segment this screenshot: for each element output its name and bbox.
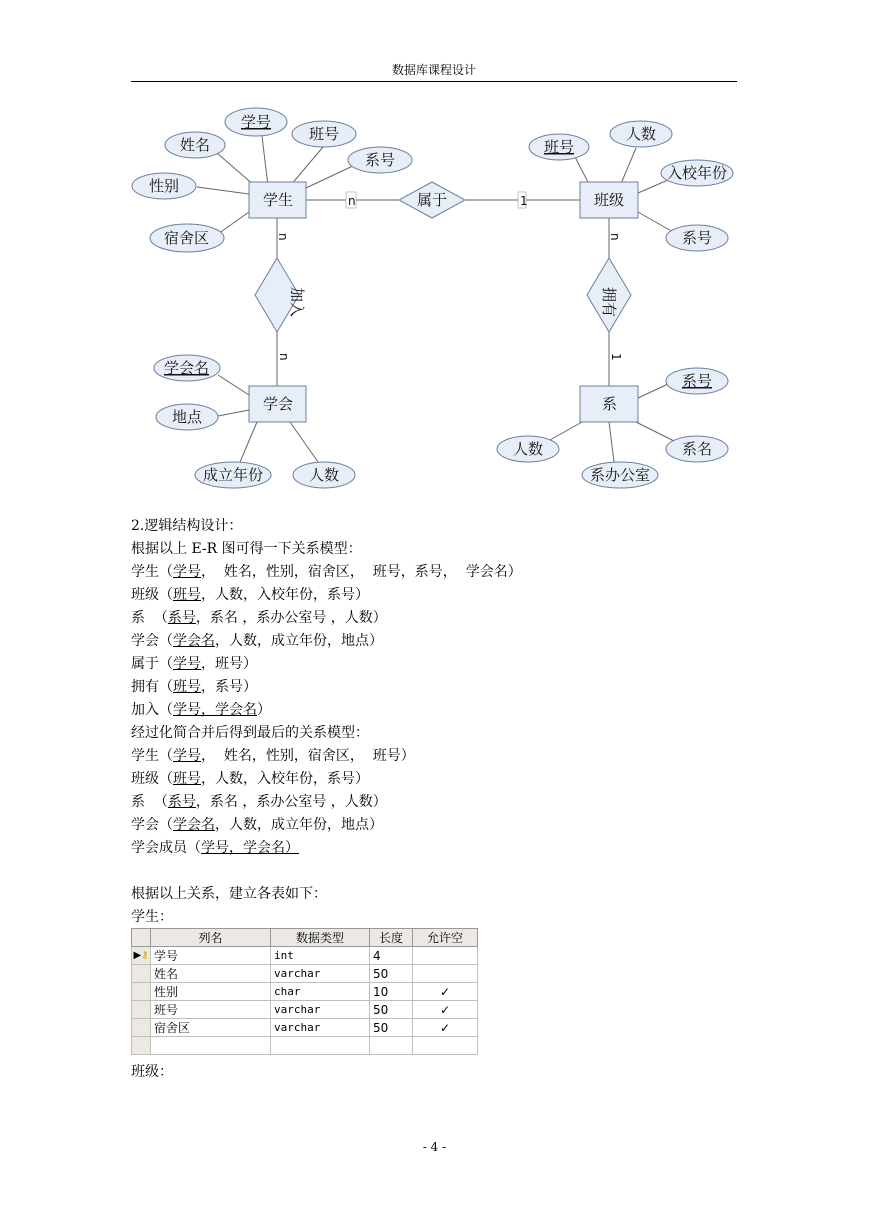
student-table-label: 学生： [131, 909, 173, 925]
cell-nullable[interactable]: ✓ [413, 1001, 478, 1019]
svg-text:学会名: 学会名 [164, 359, 210, 377]
svg-text:拥有: 拥有 [600, 287, 618, 318]
svg-text:学号: 学号 [241, 113, 272, 131]
svg-text:人数: 人数 [626, 125, 657, 143]
cell-length[interactable]: 50 [370, 965, 413, 983]
cell-name[interactable]: 学号 [151, 947, 271, 965]
card-1-own: 1 [609, 353, 623, 361]
cell-name[interactable]: 宿舍区 [151, 1019, 271, 1037]
final-relation-line: 学生（学号， 姓名，性别，宿舍区， 班号） [131, 748, 415, 764]
cell-type[interactable]: varchar [271, 1001, 370, 1019]
relation-join [255, 258, 306, 332]
attr-society-count [293, 462, 355, 488]
svg-text:学生: 学生 [263, 191, 294, 209]
after-table-text [131, 1061, 751, 1084]
svg-text:系: 系 [602, 395, 618, 413]
row-selector[interactable] [132, 947, 151, 965]
cell-name[interactable]: 性别 [151, 983, 271, 1001]
card-n-own: n [608, 233, 622, 241]
entity-student [249, 182, 306, 218]
page-number: - 4 - [422, 1140, 447, 1154]
row-selector[interactable] [132, 983, 151, 1001]
class-table-label: 班级： [131, 1064, 173, 1080]
tables-intro: 根据以上关系，建立各表如下： [131, 886, 327, 902]
relation-line: 拥有（班号，系号） [131, 679, 257, 695]
intro-paragraph: 根据以上 E-R 图可得一下关系模型： [131, 541, 362, 557]
relation-own [587, 258, 631, 332]
svg-text:系号: 系号 [365, 151, 396, 169]
student-table-design-grid [131, 928, 509, 1056]
entity-class [580, 182, 638, 218]
attr-student-name [165, 132, 225, 158]
col-header-name[interactable]: 列名 [151, 929, 271, 947]
col-header-nullable[interactable]: 允许空 [413, 929, 478, 947]
card-1-belong: 1 [520, 194, 528, 208]
final-relation-line: 学会成员（学号，学会名） [131, 840, 299, 856]
cell-length[interactable]: 4 [370, 947, 413, 965]
cell-type[interactable]: char [271, 983, 370, 1001]
col-header-type[interactable]: 数据类型 [271, 929, 370, 947]
svg-text:性别: 性别 [149, 177, 180, 195]
svg-text:学会: 学会 [263, 395, 294, 413]
cell-nullable[interactable]: ✓ [413, 1019, 478, 1037]
cell-length[interactable]: 10 [370, 983, 413, 1001]
cell-nullable[interactable] [413, 965, 478, 983]
svg-text:姓名: 姓名 [180, 136, 211, 154]
svg-text:宿舍区: 宿舍区 [164, 229, 210, 247]
attr-student-id [225, 108, 287, 136]
svg-text:人数: 人数 [513, 440, 544, 458]
svg-text:人数: 人数 [309, 466, 340, 484]
col-header-length[interactable]: 长度 [370, 929, 413, 947]
svg-text:地点: 地点 [172, 408, 203, 426]
cell-nullable[interactable]: ✓ [413, 983, 478, 1001]
attr-student-deptno [348, 147, 412, 173]
attr-society-place [156, 404, 218, 430]
final-relation-line: 学会（学会名，人数，成立年份，地点） [131, 817, 383, 833]
relation-line: 学会（学会名，人数，成立年份，地点） [131, 633, 383, 649]
final-relation-line: 系 （系号，系名 ，系办公室号 ，人数） [131, 794, 387, 810]
attr-society-year [195, 462, 271, 488]
relation-line: 加入（学号，学会名） [131, 702, 271, 718]
cell-name[interactable]: 班号 [151, 1001, 271, 1019]
row-selector[interactable] [132, 1001, 151, 1019]
body-text [131, 515, 751, 929]
row-selector[interactable] [132, 1037, 151, 1055]
attr-class-year [661, 160, 733, 186]
attr-dept-office [582, 462, 658, 488]
svg-text:系号: 系号 [682, 372, 713, 390]
cardinality-labels [276, 192, 623, 361]
cell-nullable[interactable] [413, 947, 478, 965]
card-n-join-top: n [276, 233, 290, 241]
page-header: 数据库课程设计 [391, 63, 476, 77]
row-selector-header [132, 929, 151, 947]
table-row[interactable] [132, 947, 478, 965]
er-diagram [0, 0, 869, 500]
section-heading: 2.逻辑结构设计： [131, 518, 243, 534]
final-relation-line: 班级（班号，人数，入校年份，系号） [131, 771, 369, 787]
attr-class-deptno [666, 225, 728, 251]
table-row[interactable] [132, 1001, 478, 1019]
cell-type[interactable] [271, 1037, 370, 1055]
attr-student-classno [292, 121, 356, 147]
entity-dept [580, 386, 638, 422]
svg-text:成立年份: 成立年份 [203, 466, 264, 484]
table-row[interactable] [132, 965, 478, 983]
row-marker-icon: ▶ [133, 950, 142, 961]
svg-text:班号: 班号 [309, 125, 340, 143]
blank-line [131, 860, 751, 883]
svg-text:入校年份: 入校年份 [667, 164, 728, 182]
attr-dept-deptno [666, 368, 728, 394]
svg-text:加入: 加入 [288, 287, 306, 318]
attr-society-name [154, 355, 220, 381]
svg-text:班级: 班级 [594, 191, 625, 209]
entity-society [249, 386, 306, 422]
cell-type[interactable]: varchar [271, 1019, 370, 1037]
relation-line: 班级（班号，人数，入校年份，系号） [131, 587, 369, 603]
attr-dept-name [666, 436, 728, 462]
cell-type[interactable]: int [271, 947, 370, 965]
attr-class-classno [529, 134, 589, 160]
cell-nullable[interactable] [413, 1037, 478, 1055]
row-selector[interactable] [132, 965, 151, 983]
svg-text:系办公室: 系办公室 [590, 466, 651, 484]
relation-belong [399, 182, 465, 218]
cell-name[interactable] [151, 1037, 271, 1055]
attr-student-gender [132, 173, 196, 199]
row-selector[interactable] [132, 1019, 151, 1037]
card-n-join-bottom: n [277, 353, 291, 361]
relation-line: 学生（学号， 姓名，性别，宿舍区， 班号，系号， 学会名） [131, 564, 522, 580]
attr-class-count [610, 121, 672, 147]
card-n-belong: n [348, 194, 356, 208]
cell-length[interactable]: 50 [370, 1019, 413, 1037]
table-row-empty[interactable] [132, 1037, 478, 1055]
cell-length[interactable] [370, 1037, 413, 1055]
cell-length[interactable]: 50 [370, 1001, 413, 1019]
relation-line: 系 （系号，系名 ，系办公室号 ，人数） [131, 610, 387, 626]
grid-header-row [132, 929, 478, 947]
svg-text:系号: 系号 [682, 229, 713, 247]
svg-text:班号: 班号 [544, 138, 575, 156]
key-icon: ⚷ [141, 950, 149, 961]
svg-text:属于: 属于 [417, 191, 448, 209]
svg-text:系名: 系名 [682, 440, 713, 458]
attr-dept-count [497, 436, 559, 462]
table-row[interactable] [132, 1019, 478, 1037]
table-row[interactable] [132, 983, 478, 1001]
attr-student-dorm [150, 224, 224, 252]
relation-line: 属于（学号，班号） [131, 656, 257, 672]
simplify-paragraph: 经过化简合并后得到最后的关系模型： [131, 725, 369, 741]
cell-type[interactable]: varchar [271, 965, 370, 983]
cell-name[interactable]: 姓名 [151, 965, 271, 983]
